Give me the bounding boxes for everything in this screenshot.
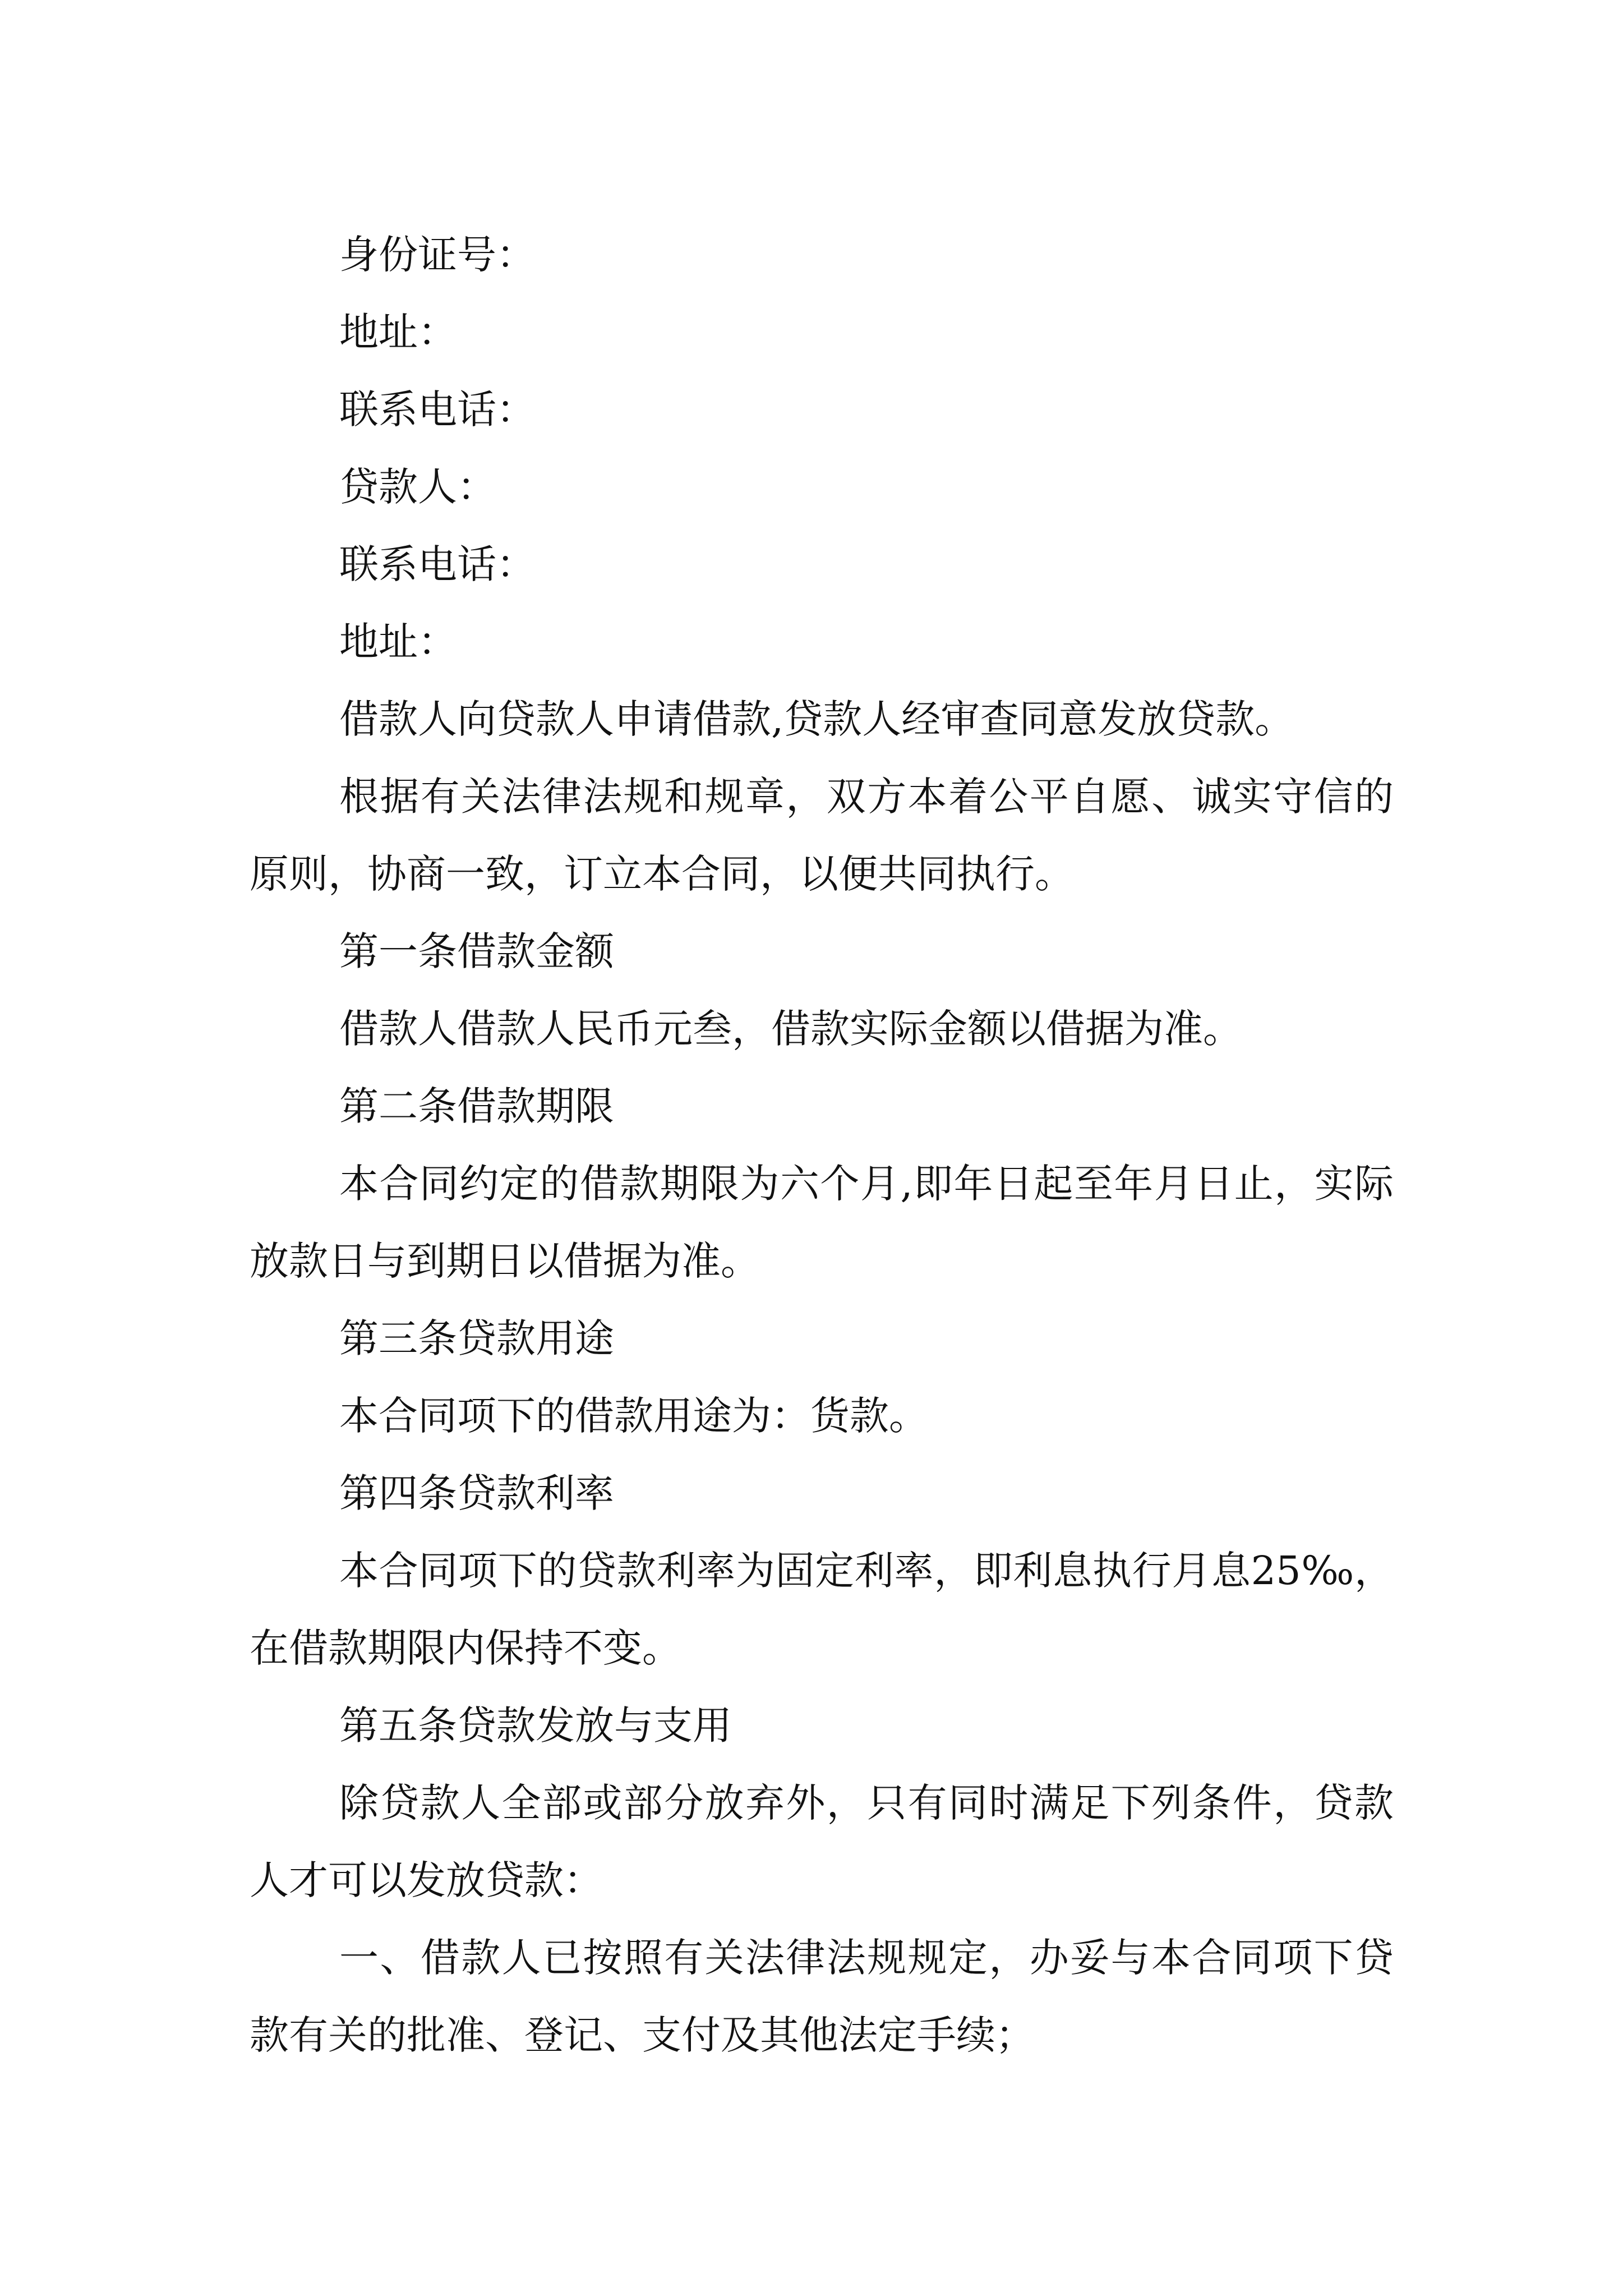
borrower-phone-label: 联系电话：	[339, 386, 536, 432]
lender-label: 贷款人：	[339, 464, 496, 510]
preamble-paragraph: 借款人向贷款人申请借款,贷款人经审查同意发放贷款。	[339, 696, 1294, 742]
article-2-heading: 第二条借款期限	[339, 1083, 614, 1129]
article-5-heading: 第五条贷款发放与支用	[339, 1703, 732, 1749]
article-4-heading: 第四条贷款利率	[339, 1470, 614, 1516]
lender-phone-label: 联系电话：	[339, 541, 536, 587]
article-5-paragraph: 除贷款人全部或部分放弃外，只有同时满足下列条件，贷款人才可以发放贷款：	[250, 1780, 1394, 1903]
preamble-paragraph: 根据有关法律法规和规章，双方本着公平自愿、诚实守信的原则，协商一致，订立本合同，以便共同执行。	[250, 774, 1394, 897]
article-1-heading: 第一条借款金额	[339, 928, 614, 974]
article-3-heading: 第三条贷款用途	[339, 1315, 614, 1361]
article-2-paragraph: 本合同约定的借款期限为六个月,即年日起至年月日止，实际放款日与到期日以借据为准。	[250, 1161, 1394, 1284]
id-number-label: 身份证号：	[339, 232, 536, 278]
article-3-paragraph: 本合同项下的借款用途为：货款。	[339, 1393, 928, 1439]
borrower-address-label: 地址：	[339, 309, 457, 355]
lender-address-label: 地址：	[339, 619, 457, 665]
article-1-paragraph: 借款人借款人民币元叁，借款实际金额以借据为准。	[339, 1006, 1242, 1052]
contract-body	[250, 216, 1394, 2074]
article-4-paragraph: 本合同项下的贷款利率为固定利率，即利息执行月息25‰，在借款期限内保持不变。	[250, 1548, 1394, 1671]
article-5-paragraph: 一、借款人已按照有关法律法规规定，办妥与本合同项下贷款有关的批准、登记、支付及其他法定手续；	[250, 1935, 1394, 2058]
